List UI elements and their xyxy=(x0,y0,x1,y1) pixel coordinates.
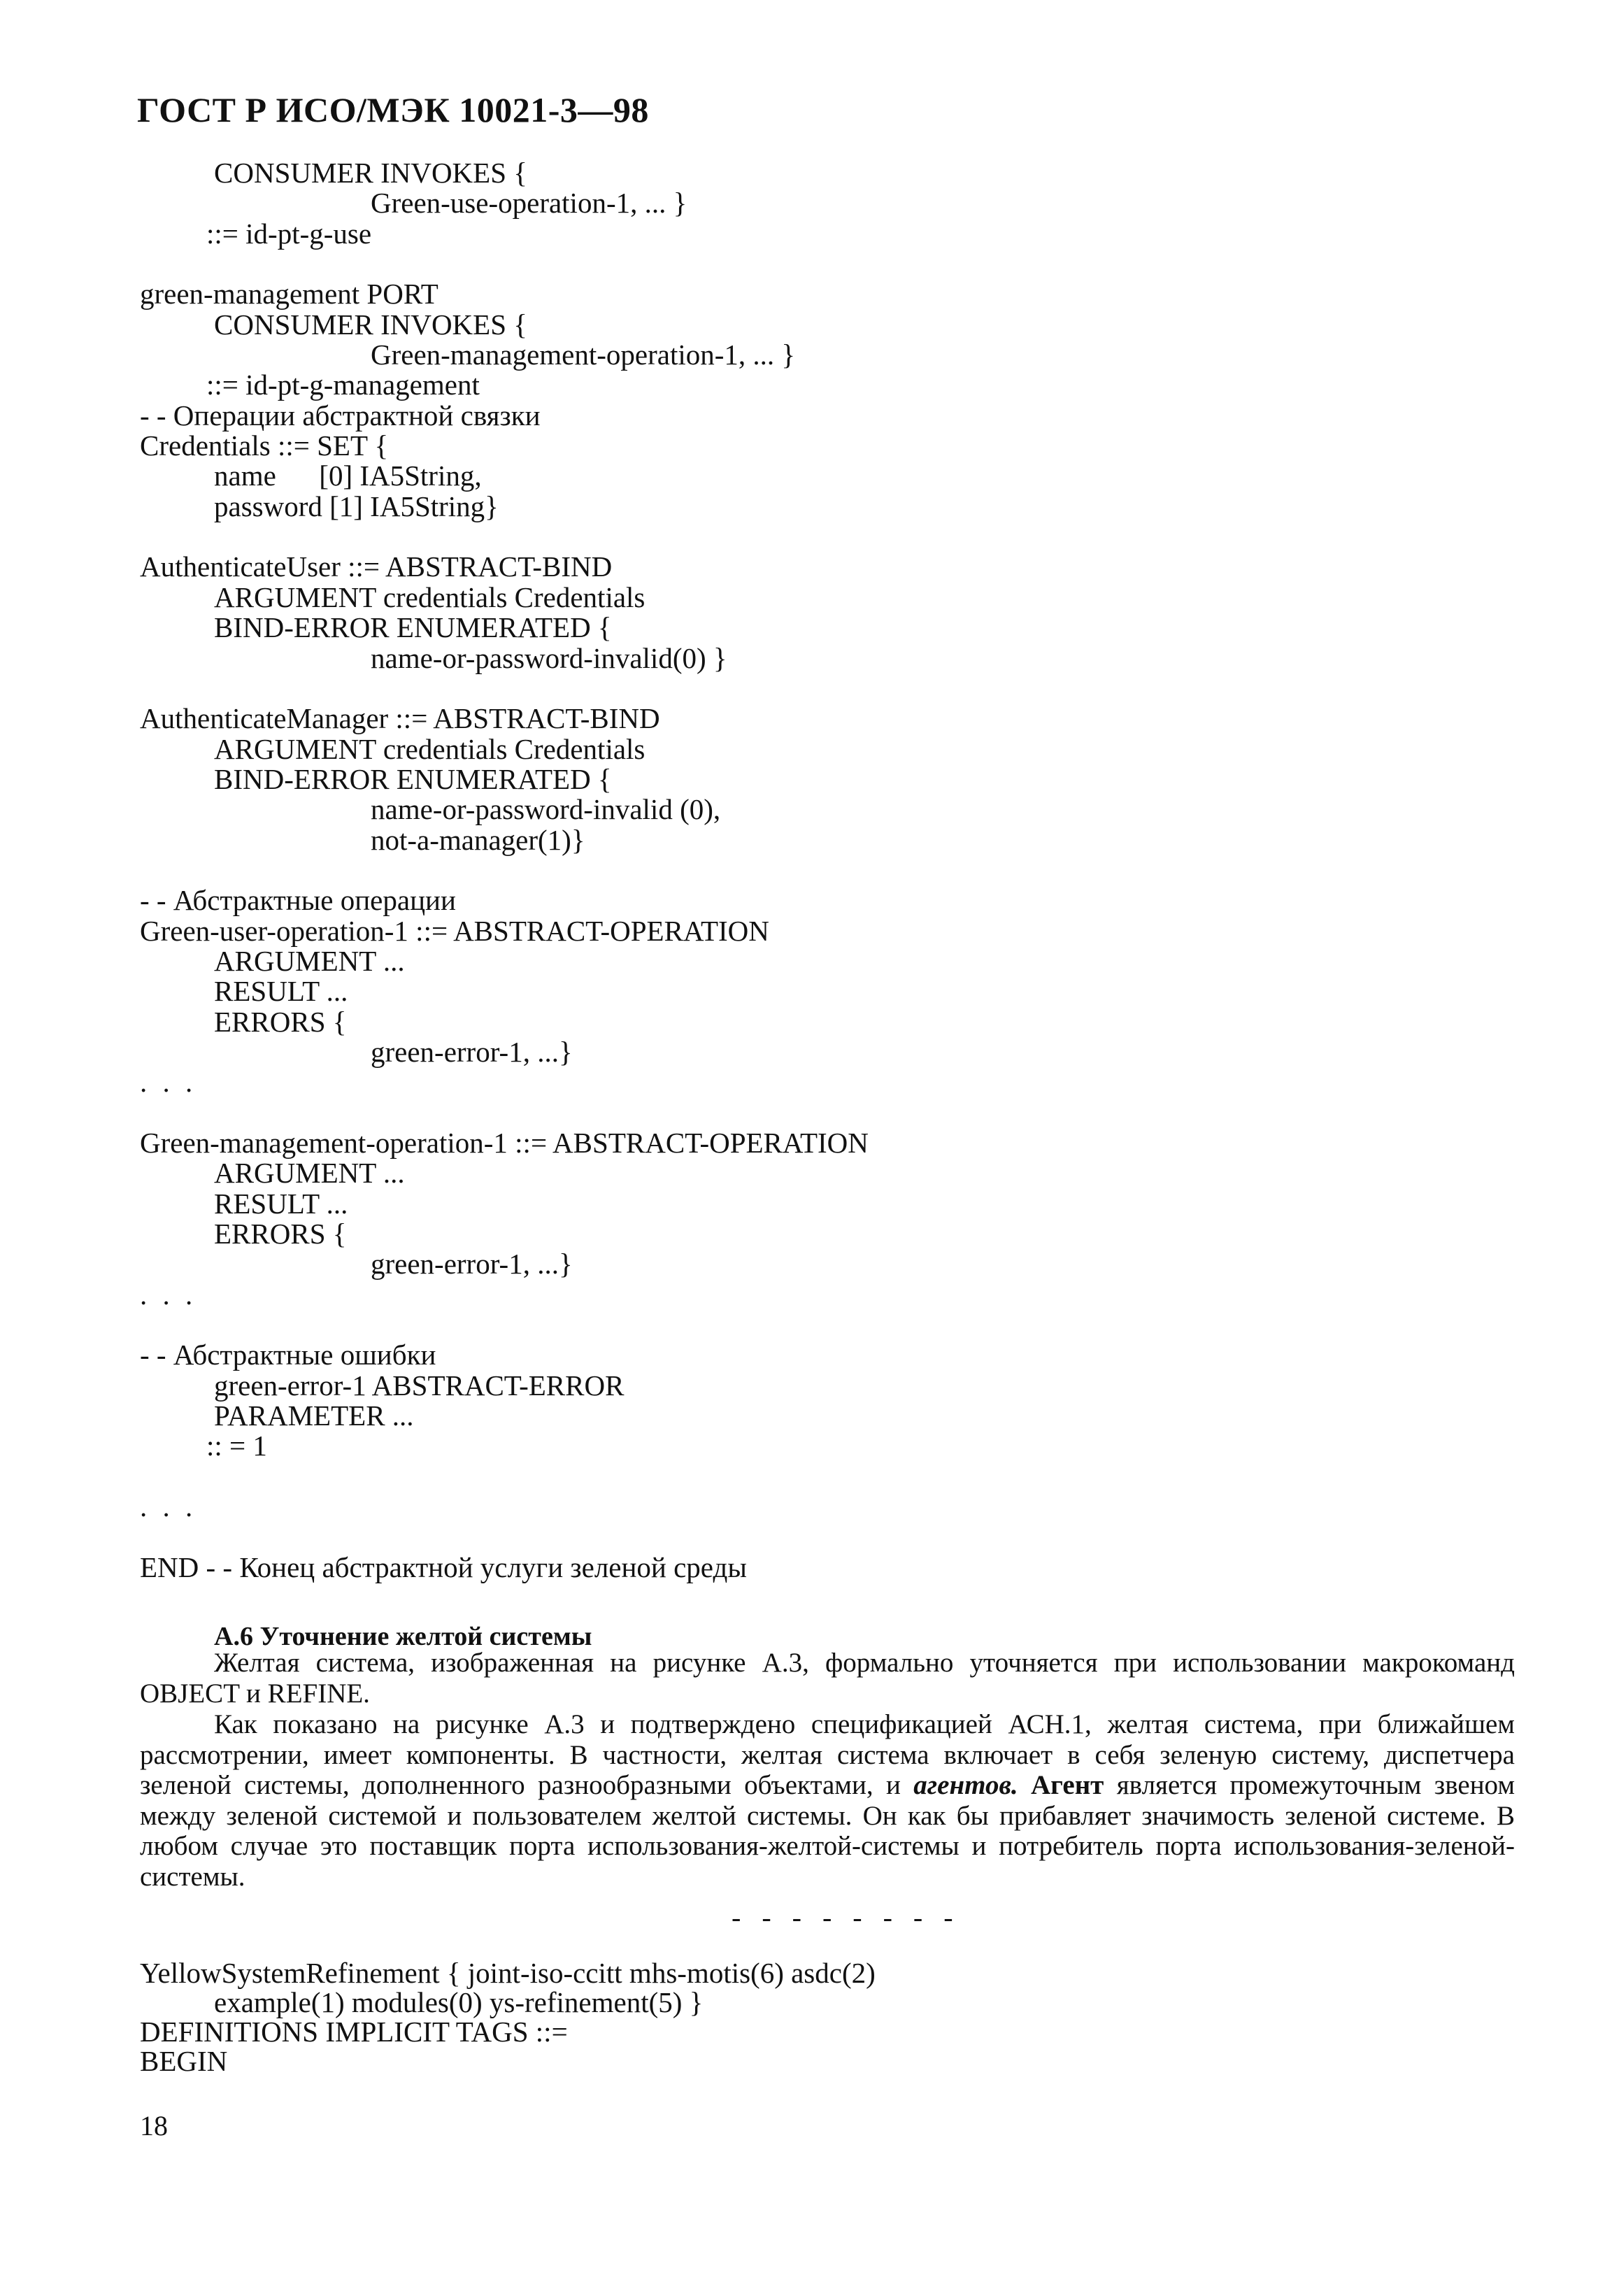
page-header: ГОСТ Р ИСО/МЭК 10021-3—98 xyxy=(137,90,649,129)
paragraph-text: является промежуточным звеном между зеленой системой и пользователем желтой системы. Он как бы прибавляет значимость зеленой системе. В любом случае это поставщик порта использования-желтой-системы и потребитель порта использования-зеленой-системы. xyxy=(140,1770,1515,1892)
asn1-code-block-2 xyxy=(140,1958,1469,2076)
code-line xyxy=(140,1462,1469,1492)
code-line xyxy=(140,522,1469,552)
code-line: green-error-1, ...} xyxy=(371,1248,573,1281)
ellipsis-line: . . . xyxy=(140,1066,197,1099)
code-line: ERRORS { xyxy=(214,1005,347,1038)
code-line: ERRORS { xyxy=(214,1218,347,1250)
code-line: BIND-ERROR ENUMERATED { xyxy=(214,611,612,644)
code-comment: - - Абстрактные ошибки xyxy=(140,1339,436,1371)
emphasis-text: Агент xyxy=(1018,1770,1104,1800)
code-line: Green-user-operation-1 ::= ABSTRACT-OPERATION xyxy=(140,914,769,947)
code-line: not-a-manager(1)} xyxy=(371,823,585,856)
separator: - - - - - - - - xyxy=(732,1902,960,1933)
code-line: RESULT ... xyxy=(214,975,348,1008)
code-line xyxy=(140,1310,1469,1340)
code-line: DEFINITIONS IMPLICIT TAGS ::= xyxy=(140,2016,568,2048)
ellipsis-line: . . . xyxy=(140,1490,197,1523)
page-number: 18 xyxy=(140,2110,168,2141)
section-title: А.6 Уточнение желтой системы xyxy=(214,1622,592,1651)
code-line: END - - Конец абстрактной услуги зеленой среды xyxy=(140,1550,747,1583)
code-line: AuthenticateUser ::= ABSTRACT-BIND xyxy=(140,550,613,583)
code-line xyxy=(140,249,1469,279)
code-line: PARAMETER ... xyxy=(214,1399,414,1432)
code-line: Green-management-operation-1 ::= ABSTRACT-OPERATION xyxy=(140,1127,869,1159)
code-line: ::= id-pt-g-use xyxy=(206,217,372,250)
code-line: green-error-1 ABSTRACT-ERROR xyxy=(214,1369,625,1402)
code-line: YellowSystemRefinement { joint-iso-ccitt mhs-motis(6) asdc(2) xyxy=(140,1957,876,1989)
code-line: example(1) modules(0) ys-refinement(5) } xyxy=(214,1986,704,2018)
code-line: :: = 1 xyxy=(206,1429,267,1462)
code-line: CONSUMER INVOKES { xyxy=(214,308,527,341)
code-line xyxy=(140,673,1469,704)
paragraph-text: Как показано на рисунке А.3 и подтверждено спецификацией АСН.1, желтая система, при ближайшем рассмотрении, имеет компоненты. В частности, желтая система включает в себя зеленую систему, диспетчера зеленой системы, дополненного разнообразными объектами, и xyxy=(140,1709,1515,1800)
code-line: ARGUMENT credentials Credentials xyxy=(214,732,646,765)
paragraph: Желтая система, изображенная на рисунке А.3, формально уточняется при использовании макрокоманд OBJECT и REFINE. xyxy=(140,1648,1515,1709)
code-line: BIND-ERROR ENUMERATED { xyxy=(214,762,612,795)
code-line: BEGIN xyxy=(140,2045,228,2077)
code-comment: - - Абстрактные операции xyxy=(140,884,456,917)
code-line: green-management PORT xyxy=(140,278,438,311)
ellipsis-line: . . . xyxy=(140,1278,197,1311)
code-line: Green-use-operation-1, ... } xyxy=(371,187,687,220)
code-line: Credentials ::= SET { xyxy=(140,429,389,462)
code-line xyxy=(140,1522,1469,1552)
code-line: name-or-password-invalid(0) } xyxy=(371,641,727,674)
code-line: name [0] IA5String, xyxy=(214,459,482,492)
asn1-code-block xyxy=(140,158,1469,1583)
paragraph xyxy=(140,1709,1515,1892)
code-line: Green-management-operation-1, ... } xyxy=(371,338,796,371)
code-line xyxy=(140,1098,1469,1128)
code-line: ARGUMENT ... xyxy=(214,1157,405,1190)
code-line xyxy=(140,855,1469,885)
code-line: green-error-1, ...} xyxy=(371,1035,573,1068)
code-line: ARGUMENT ... xyxy=(214,944,405,977)
code-line: RESULT ... xyxy=(214,1187,348,1220)
code-line: password [1] IA5String} xyxy=(214,490,499,522)
code-line: CONSUMER INVOKES { xyxy=(214,157,527,189)
emphasis-text: агентов. xyxy=(913,1770,1018,1800)
code-comment: - - Операции абстрактной связки xyxy=(140,399,541,432)
code-line: ARGUMENT credentials Credentials xyxy=(214,580,646,613)
code-line: AuthenticateManager ::= ABSTRACT-BIND xyxy=(140,702,660,735)
code-line: ::= id-pt-g-management xyxy=(206,369,480,401)
code-line: name-or-password-invalid (0), xyxy=(371,793,721,826)
